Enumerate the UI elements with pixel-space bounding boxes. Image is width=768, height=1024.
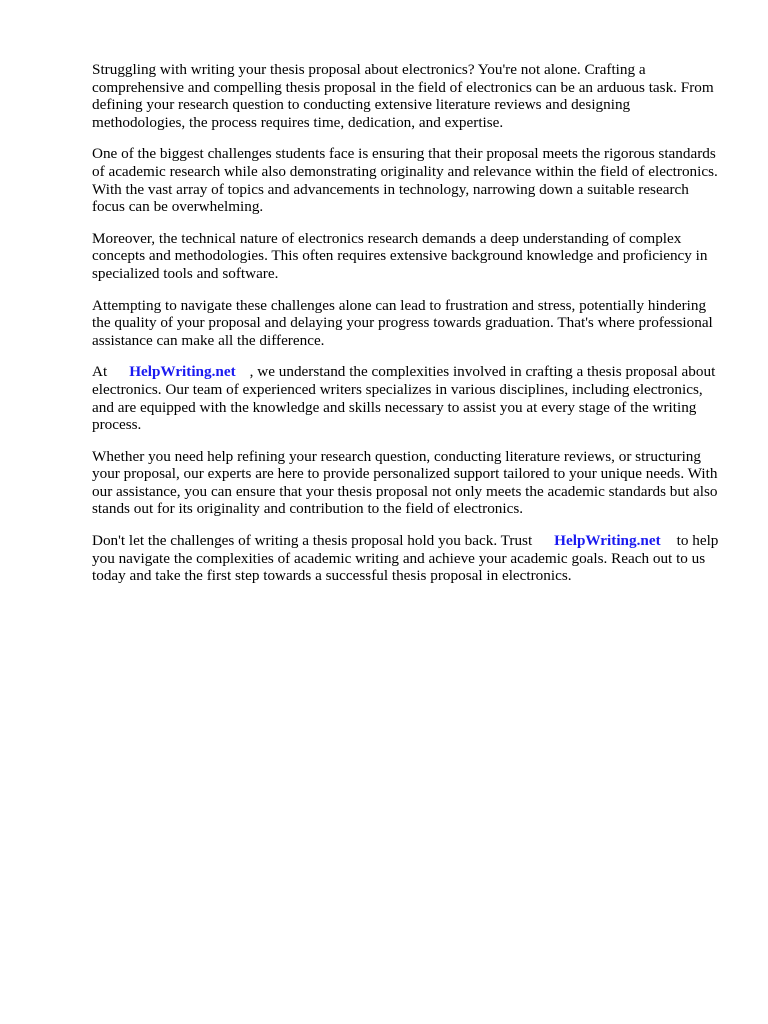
paragraph-lead-text: At <box>92 363 108 381</box>
paragraph-rest-text: , we understand the complexities involved in crafting a thesis proposal about electronics. Our team of experienced writers specializes in various disciplines, including electronics, and are equipped with the knowledge and skills necessary to assist you at every stage of the writing process. <box>92 363 716 434</box>
paragraph-helpwriting <box>92 363 722 433</box>
paragraph-closing <box>92 532 722 585</box>
paragraph-navigate: Attempting to navigate these challenges alone can lead to frustration and stress, potentially hindering the quality of your proposal and delaying your progress towards graduation. That's where professional assistance can make all the difference. <box>92 296 713 349</box>
document-body <box>92 61 722 599</box>
paragraph-intro: Struggling with writing your thesis proposal about electronics? You're not alone. Crafting a comprehensive and compelling thesis proposal in the field of electronics can be an arduous task. From defining your research question to conducting extensive literature reviews and designing methodologies, the process requires time, dedication, and expertise. <box>92 61 714 131</box>
paragraph-technical: Moreover, the technical nature of electronics research demands a deep understanding of complex concepts and methodologies. This often requires extensive background knowledge and proficiency in specialized tools and software. <box>92 229 708 282</box>
closing-rest-text: to help you navigate the complexities of academic writing and achieve your academic goals. Reach out to us today and take the first step towards a successful thesis proposal in electronics. <box>92 532 719 585</box>
paragraph-support: Whether you need help refining your research question, conducting literature reviews, or structuring your proposal, our experts are here to provide personalized support tailored to your unique needs. With our assistance, you can ensure that your thesis proposal not only meets the academic standards but also stands out for its originality and contribution to the field of electronics. <box>92 447 718 518</box>
helpwriting-link-closing[interactable]: HelpWriting.net <box>554 532 661 550</box>
helpwriting-link[interactable]: HelpWriting.net <box>129 363 236 381</box>
closing-lead-text: Don't let the challenges of writing a thesis proposal hold you back. Trust <box>92 532 533 550</box>
paragraph-challenges: One of the biggest challenges students face is ensuring that their proposal meets the rigorous standards of academic research while also demonstrating originality and relevance within the field of electronics. With the vast array of topics and advancements in technology, narrowing down a suitable research focus can be overwhelming. <box>92 145 718 216</box>
